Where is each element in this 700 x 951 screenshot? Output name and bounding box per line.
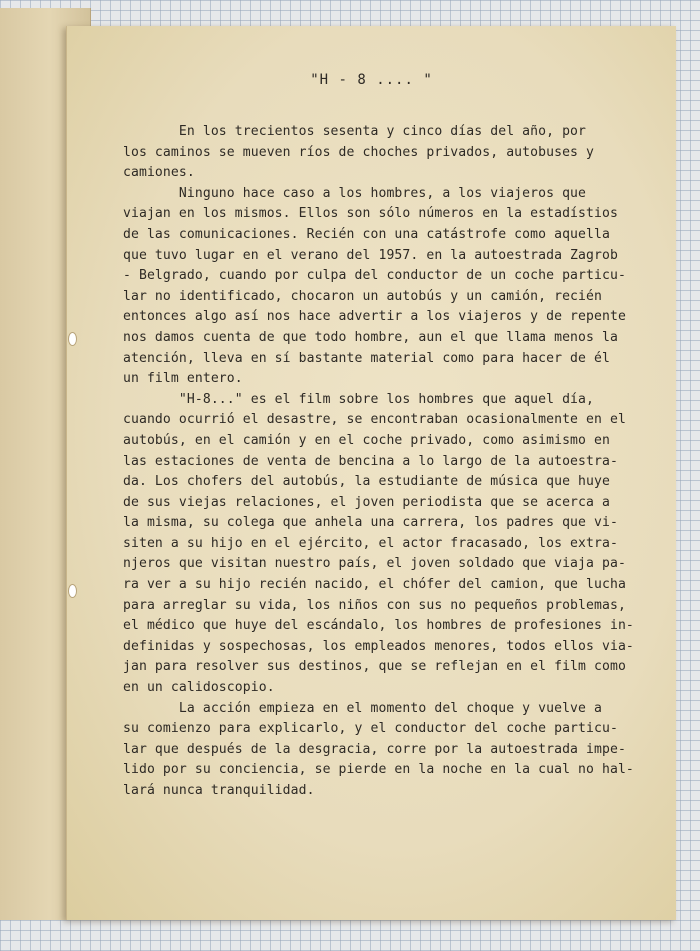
text-line: lar no identificado, chocaron un autobús y un camión, recién	[123, 288, 602, 304]
text-line: camiones.	[123, 165, 195, 181]
text-line: "H-8..." es el film sobre los hombres que aquel día,	[123, 391, 595, 407]
text-line: de sus viejas relaciones, el joven periodista que se acerca a	[123, 494, 610, 510]
text-line: La acción empieza en el momento del choque y vuelve a	[123, 700, 602, 716]
text-line: ra ver a su hijo recién nacido, el chófer del camion, que lucha	[123, 577, 626, 593]
text-line: lido por su conciencia, se pierde en la noche en la cual no hal-	[123, 762, 634, 778]
text-line: Ninguno hace caso a los hombres, a los viajeros que	[123, 185, 587, 201]
text-line: la misma, su colega que anhela una carrera, los padres que vi-	[123, 515, 618, 531]
punch-hole	[68, 332, 77, 346]
document-body	[123, 122, 663, 802]
text-line: njeros que visitan nuestro país, el joven soldado que viaja pa-	[123, 556, 626, 572]
text-line: atención, lleva en sí bastante material como para hacer de él	[123, 350, 610, 366]
text-line: cuando ocurrió el desastre, se encontraban ocasionalmente en el	[123, 412, 626, 428]
typewritten-page	[66, 26, 676, 920]
text-line: nos damos cuenta de que todo hombre, aun el que llama menos la	[123, 329, 618, 345]
text-line: los caminos se mueven ríos de choches privados, autobuses y	[123, 144, 595, 160]
text-line: en un calidoscopio.	[123, 680, 275, 696]
text-line: un film entero.	[123, 371, 243, 387]
text-line: viajan en los mismos. Ellos son sólo números en la estadístios	[123, 206, 618, 222]
text-line: - Belgrado, cuando por culpa del conductor de un coche particu-	[123, 268, 626, 284]
text-line: las estaciones de venta de bencina a lo largo de la autoestra-	[123, 453, 618, 469]
text-line: de las comunicaciones. Recién con una catástrofe como aquella	[123, 226, 610, 242]
punch-hole	[68, 584, 77, 598]
text-line: para arreglar su vida, los niños con sus no pequeños problemas,	[123, 597, 626, 613]
text-line: entonces algo así nos hace advertir a los viajeros y de repente	[123, 309, 626, 325]
text-line: da. Los chofers del autobús, la estudiante de música que huye	[123, 474, 610, 490]
document-title: "H - 8 .... "	[310, 72, 433, 88]
text-line: jan para resolver sus destinos, que se reflejan en el film como	[123, 659, 626, 675]
text-line: autobús, en el camión y en el coche privado, como asimismo en	[123, 432, 610, 448]
text-line: definidas y sospechosas, los empleados menores, todos ellos via-	[123, 638, 634, 654]
text-line: el médico que huye del escándalo, los hombres de profesiones in-	[123, 618, 634, 634]
text-line: lar que después de la desgracia, corre por la autoestrada impe-	[123, 741, 626, 757]
text-line: lará nunca tranquilidad.	[123, 783, 315, 798]
text-line: su comienzo para explicarlo, y el conductor del coche particu-	[123, 721, 618, 737]
text-line: que tuvo lugar en el verano del 1957. en la autoestrada Zagrob	[123, 247, 618, 263]
text-line: En los trecientos sesenta y cinco días del año, por	[123, 124, 587, 139]
text-line: siten a su hijo en el ejército, el actor fracasado, los extra-	[123, 535, 618, 551]
